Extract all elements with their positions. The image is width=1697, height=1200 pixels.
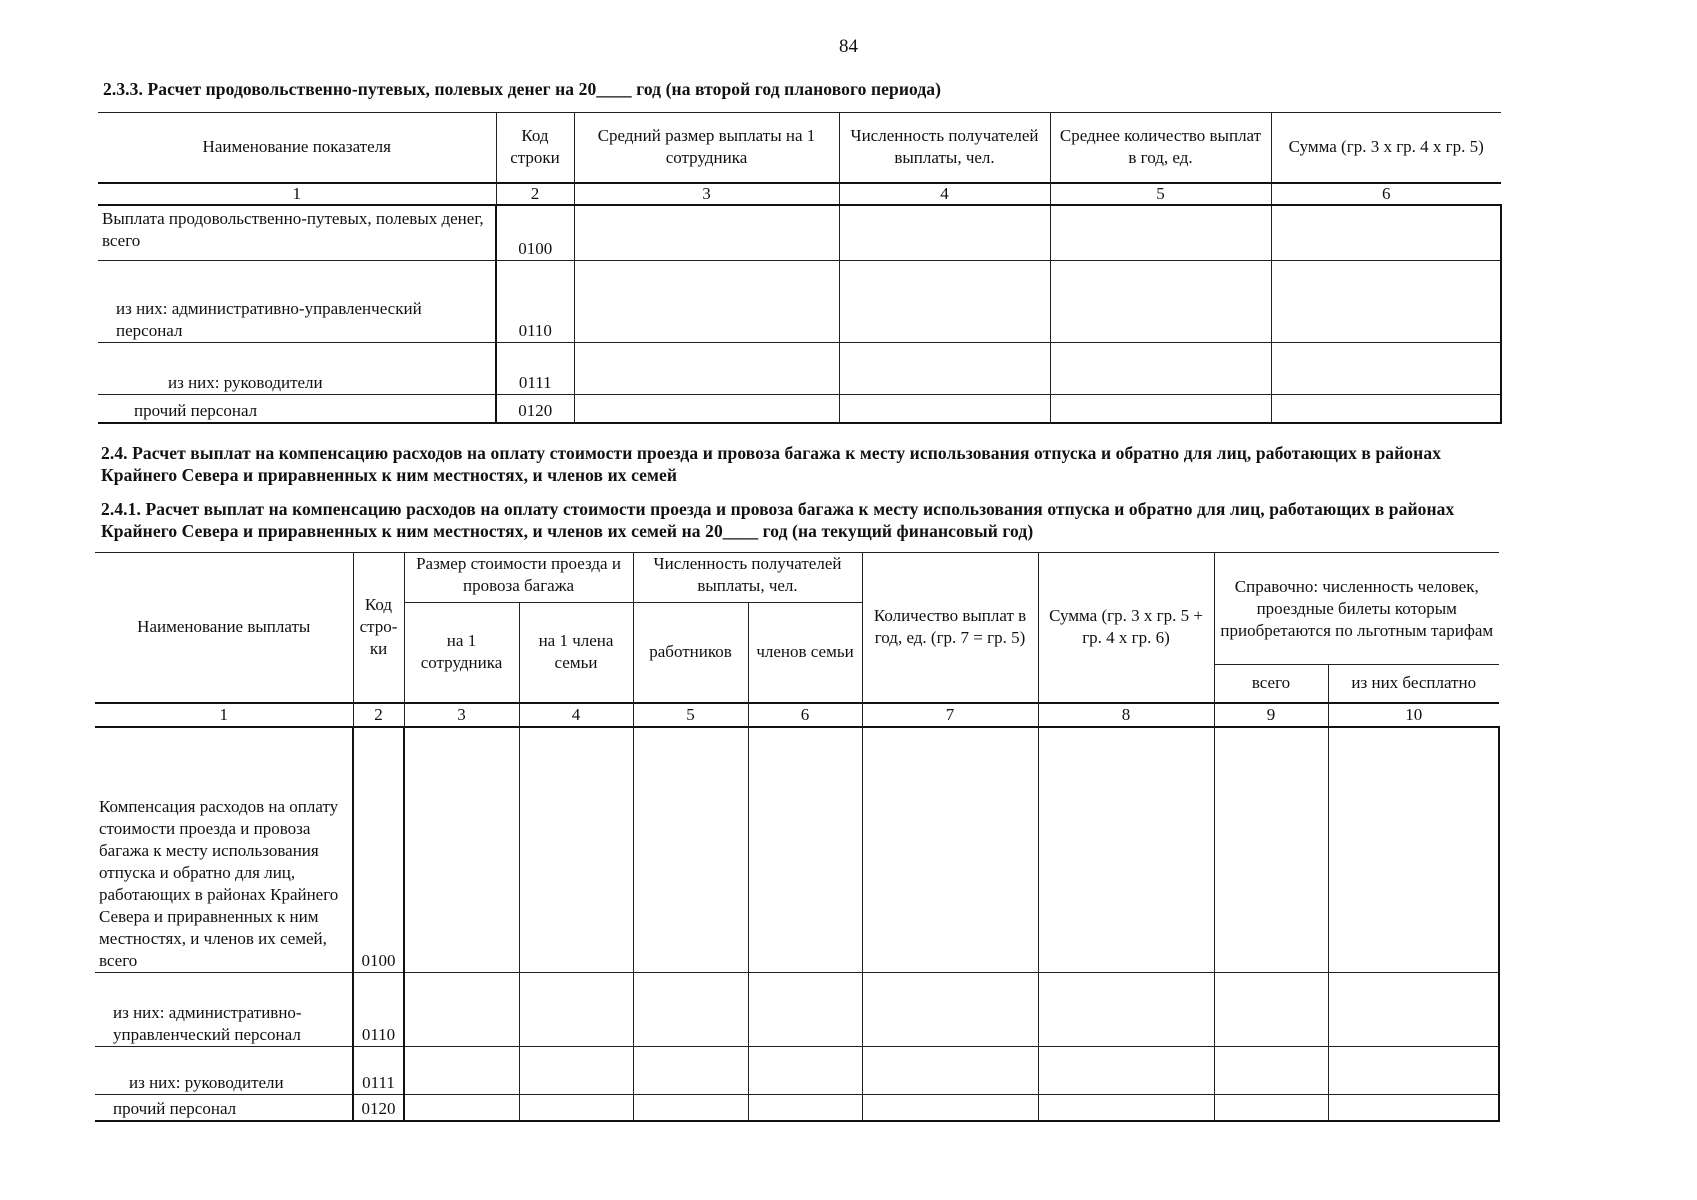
col-group-reference: Справочно: численность человек, проездные билеты которым приобретаются по льготным тарифам: [1214, 553, 1499, 665]
cell-ref-free[interactable]: [1328, 727, 1499, 973]
row-code: 0120: [353, 1095, 404, 1121]
table-row: [95, 1047, 1499, 1095]
col-header-avg-count: Среднее количество выплат в год, ед.: [1050, 113, 1271, 183]
col-number: 5: [633, 703, 748, 727]
col-number: 4: [519, 703, 633, 727]
section-233-heading: 2.3.3. Расчет продовольственно-путевых, полевых денег на 20____ год (на второй год планового периода): [103, 79, 942, 99]
col-number: 9: [1214, 703, 1328, 727]
col-number: 2: [353, 703, 404, 727]
cell-avg-count[interactable]: [1050, 395, 1271, 423]
cell-ref-free[interactable]: [1328, 973, 1499, 1047]
table-row: [95, 727, 1499, 973]
row-code: 0120: [496, 395, 574, 423]
cell-avg-payment[interactable]: [574, 205, 839, 261]
table-row: [98, 261, 1501, 343]
row-name: из них: административно-управленческий персонал: [95, 973, 353, 1047]
table-row: [98, 205, 1501, 261]
col-header-recipients: Численность получателей выплаты, чел.: [839, 113, 1050, 183]
cell-cost-family[interactable]: [519, 973, 633, 1047]
cell-count[interactable]: [862, 973, 1038, 1047]
cell-recipients-family[interactable]: [748, 973, 862, 1047]
cell-recipients-employees[interactable]: [633, 973, 748, 1047]
col-header-sum: Сумма (гр. 3 х гр. 5 + гр. 4 х гр. 6): [1038, 553, 1214, 703]
row-name: Компенсация расходов на оплату стоимости проезда и провоза багажа к месту использования отпуска и обратно для лиц, работающих в районах Крайнего Севера и приравненных к ним местностях, и членов их семей, всего: [95, 727, 353, 973]
row-code: 0110: [353, 973, 404, 1047]
cell-sum[interactable]: [1271, 343, 1501, 395]
cell-sum[interactable]: [1038, 1095, 1214, 1121]
cell-ref-total[interactable]: [1214, 1095, 1328, 1121]
cell-recipients-employees[interactable]: [633, 727, 748, 973]
col-group-recipients: Численность получателей выплаты, чел.: [633, 553, 862, 603]
cell-sum[interactable]: [1038, 973, 1214, 1047]
cell-recipients[interactable]: [839, 261, 1050, 343]
col-number: 7: [862, 703, 1038, 727]
cell-avg-payment[interactable]: [574, 261, 839, 343]
row-name: прочий персонал: [98, 395, 496, 423]
cell-sum[interactable]: [1038, 727, 1214, 973]
cell-avg-count[interactable]: [1050, 343, 1271, 395]
table-row: [98, 395, 1501, 423]
cell-sum[interactable]: [1271, 395, 1501, 423]
cell-avg-payment[interactable]: [574, 343, 839, 395]
row-code: 0111: [496, 343, 574, 395]
col-number: 1: [95, 703, 353, 727]
cell-recipients-family[interactable]: [748, 1095, 862, 1121]
section-24-heading: 2.4. Расчет выплат на компенсацию расходов на оплату стоимости проезда и провоза багажа к месту использования отпуска и обратно для лиц, работающих в районах Крайнего Севера и приравненных к ним местностях, и членов их семей: [101, 443, 1442, 485]
cell-recipients-employees[interactable]: [633, 1095, 748, 1121]
col-header-recipients-family: членов семьи: [748, 603, 862, 703]
cell-avg-payment[interactable]: [574, 395, 839, 423]
cell-recipients-employees[interactable]: [633, 1047, 748, 1095]
cell-cost-employee[interactable]: [404, 1095, 519, 1121]
cell-avg-count[interactable]: [1050, 205, 1271, 261]
col-number: 2: [496, 183, 574, 205]
col-number: 1: [98, 183, 496, 205]
col-header-name: Наименование показателя: [98, 113, 496, 183]
col-number: 5: [1050, 183, 1271, 205]
row-name: из них: административно-управленческий персонал: [98, 261, 496, 343]
row-name: из них: руководители: [98, 343, 496, 395]
col-header-sum: Сумма (гр. 3 х гр. 4 х гр. 5): [1271, 113, 1501, 183]
col-header-cost-employee: на 1 сотрудника: [404, 603, 519, 703]
cell-count[interactable]: [862, 1095, 1038, 1121]
cell-cost-employee[interactable]: [404, 1047, 519, 1095]
row-code: 0100: [353, 727, 404, 973]
col-number: 6: [748, 703, 862, 727]
col-group-cost: Размер стоимости проезда и провоза багажа: [404, 553, 633, 603]
cell-cost-family[interactable]: [519, 1095, 633, 1121]
cell-ref-free[interactable]: [1328, 1047, 1499, 1095]
col-number: 10: [1328, 703, 1499, 727]
cell-recipients[interactable]: [839, 205, 1050, 261]
col-header-code: Код строки: [496, 113, 574, 183]
col-number: 3: [404, 703, 519, 727]
col-number: 8: [1038, 703, 1214, 727]
row-code: 0110: [496, 261, 574, 343]
col-number: 6: [1271, 183, 1501, 205]
col-header-avg-payment: Средний размер выплаты на 1 сотрудника: [574, 113, 839, 183]
cell-recipients-family[interactable]: [748, 1047, 862, 1095]
cell-count[interactable]: [862, 1047, 1038, 1095]
col-header-code: Код стро- ки: [353, 553, 404, 703]
table-241: [95, 552, 1500, 1122]
cell-recipients[interactable]: [839, 343, 1050, 395]
cell-ref-total[interactable]: [1214, 1047, 1328, 1095]
col-header-count: Количество выплат в год, ед. (гр. 7 = гр. 5): [862, 553, 1038, 703]
col-number: 3: [574, 183, 839, 205]
col-header-recipients-employees: работников: [633, 603, 748, 703]
row-code: 0100: [496, 205, 574, 261]
cell-sum[interactable]: [1271, 205, 1501, 261]
cell-count[interactable]: [862, 727, 1038, 973]
col-number: 4: [839, 183, 1050, 205]
col-header-cost-family: на 1 члена семьи: [519, 603, 633, 703]
cell-avg-count[interactable]: [1050, 261, 1271, 343]
cell-ref-total[interactable]: [1214, 973, 1328, 1047]
cell-recipients[interactable]: [839, 395, 1050, 423]
table-row: [98, 343, 1501, 395]
cell-cost-family[interactable]: [519, 1047, 633, 1095]
row-code: 0111: [353, 1047, 404, 1095]
cell-cost-employee[interactable]: [404, 727, 519, 973]
cell-cost-employee[interactable]: [404, 973, 519, 1047]
cell-sum[interactable]: [1038, 1047, 1214, 1095]
table-row: [95, 1095, 1499, 1121]
section-241-heading: 2.4.1. Расчет выплат на компенсацию расходов на оплату стоимости проезда и провоза багажа к месту использования отпуска и обратно для лиц, работающих в районах Крайнего Севера и приравненных к ним местностях, и членов их семей на 20____ год (на текущий финансовый год): [101, 499, 1455, 541]
page-number: 84: [839, 36, 858, 57]
col-header-ref-total: всего: [1214, 665, 1328, 703]
cell-recipients-family[interactable]: [748, 727, 862, 973]
row-name: Выплата продовольственно-путевых, полевых денег, всего: [98, 205, 496, 261]
cell-ref-free[interactable]: [1328, 1095, 1499, 1121]
row-name: прочий персонал: [95, 1095, 353, 1121]
col-header-ref-free: из них бесплатно: [1328, 665, 1499, 703]
table-233: [98, 112, 1502, 424]
cell-ref-total[interactable]: [1214, 727, 1328, 973]
col-header-name: Наименование выплаты: [95, 553, 353, 703]
cell-cost-family[interactable]: [519, 727, 633, 973]
cell-sum[interactable]: [1271, 261, 1501, 343]
table-row: [95, 973, 1499, 1047]
row-name: из них: руководители: [95, 1047, 353, 1095]
